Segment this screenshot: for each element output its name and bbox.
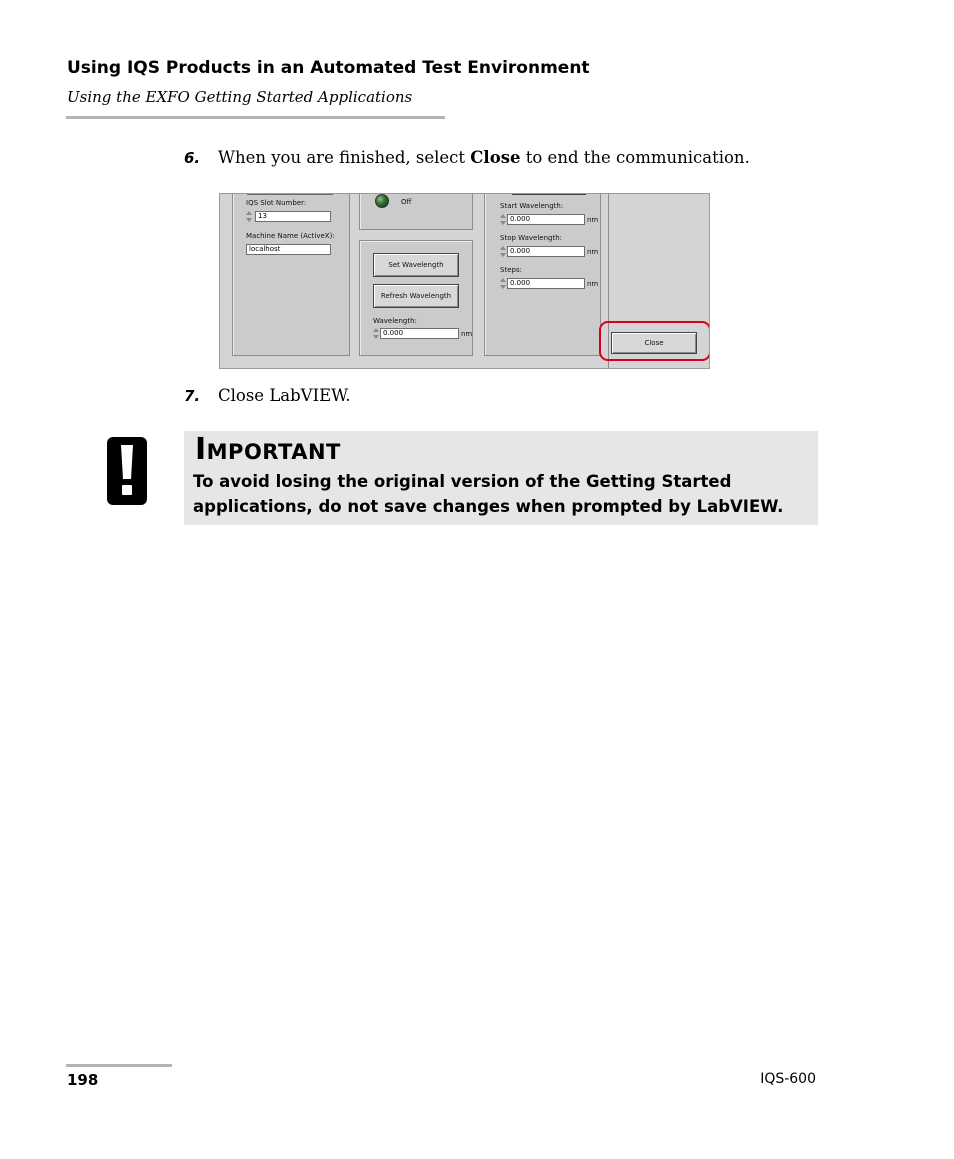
start-wavelength-label: Start Wavelength: [500,202,564,210]
step-6 [184,148,784,170]
labview-screenshot [219,193,710,369]
start-wavelength-field[interactable]: 0.000 [507,214,585,225]
machine-name-field[interactable]: localhost [246,244,331,255]
footer-rule [66,1064,172,1067]
slot-label: IQS Slot Number: [246,199,307,207]
wavelength-spinner-icon[interactable] [373,328,379,339]
machine-label: Machine Name (ActiveX): [246,232,335,240]
slot-spinner-icon[interactable] [246,211,252,222]
status-led-icon [375,194,389,208]
running-header-subtitle: Using the EXFO Getting Started Applications [67,88,413,106]
stop-spinner-icon[interactable] [500,246,506,257]
stop-wavelength-field[interactable]: 0.000 [507,246,585,257]
header-rule [66,116,445,119]
important-text: To avoid losing the original version of the Getting Started applications, do not save changes when prompted by LabVIEW. [193,472,784,516]
close-keyword: Close [470,148,521,167]
close-button[interactable]: Close [611,332,697,354]
start-spinner-icon[interactable] [500,214,506,225]
wavelength-label: Wavelength: [373,317,417,325]
steps-label: Steps: [500,266,522,274]
wavelength-panel [359,240,473,356]
exclamation-icon [107,437,147,505]
start-unit: nm [587,216,599,224]
stop-unit: nm [587,248,599,256]
running-header-title: Using IQS Products in an Automated Test Environment [67,58,590,78]
stop-wavelength-label: Stop Wavelength: [500,234,563,242]
wavelength-unit: nm [461,330,473,338]
led-state: Off [401,198,412,206]
set-wavelength-button[interactable]: Set Wavelength [373,253,459,277]
close-highlight [599,321,710,361]
steps-spinner-icon[interactable] [500,278,506,289]
step-number: 7. [184,387,201,405]
steps-field[interactable]: 0.000 [507,278,585,289]
sweep-panel [484,193,601,356]
refresh-wavelength-button[interactable]: Refresh Wavelength [373,284,459,308]
step-text: When you are finished, select Close to end the communication. [218,148,750,167]
status-panel [359,193,473,230]
slot-number-field[interactable]: 13 [255,211,331,222]
step-number: 6. [184,149,201,167]
page-number: 198 [67,1071,99,1089]
step-text: Close LabVIEW. [218,386,351,405]
document-name: IQS-600 [760,1071,816,1087]
connection-panel [232,193,350,356]
step-7 [184,386,584,408]
wavelength-field[interactable]: 0.000 [380,328,459,339]
steps-unit: nm [587,280,599,288]
important-title: Important [195,432,341,467]
